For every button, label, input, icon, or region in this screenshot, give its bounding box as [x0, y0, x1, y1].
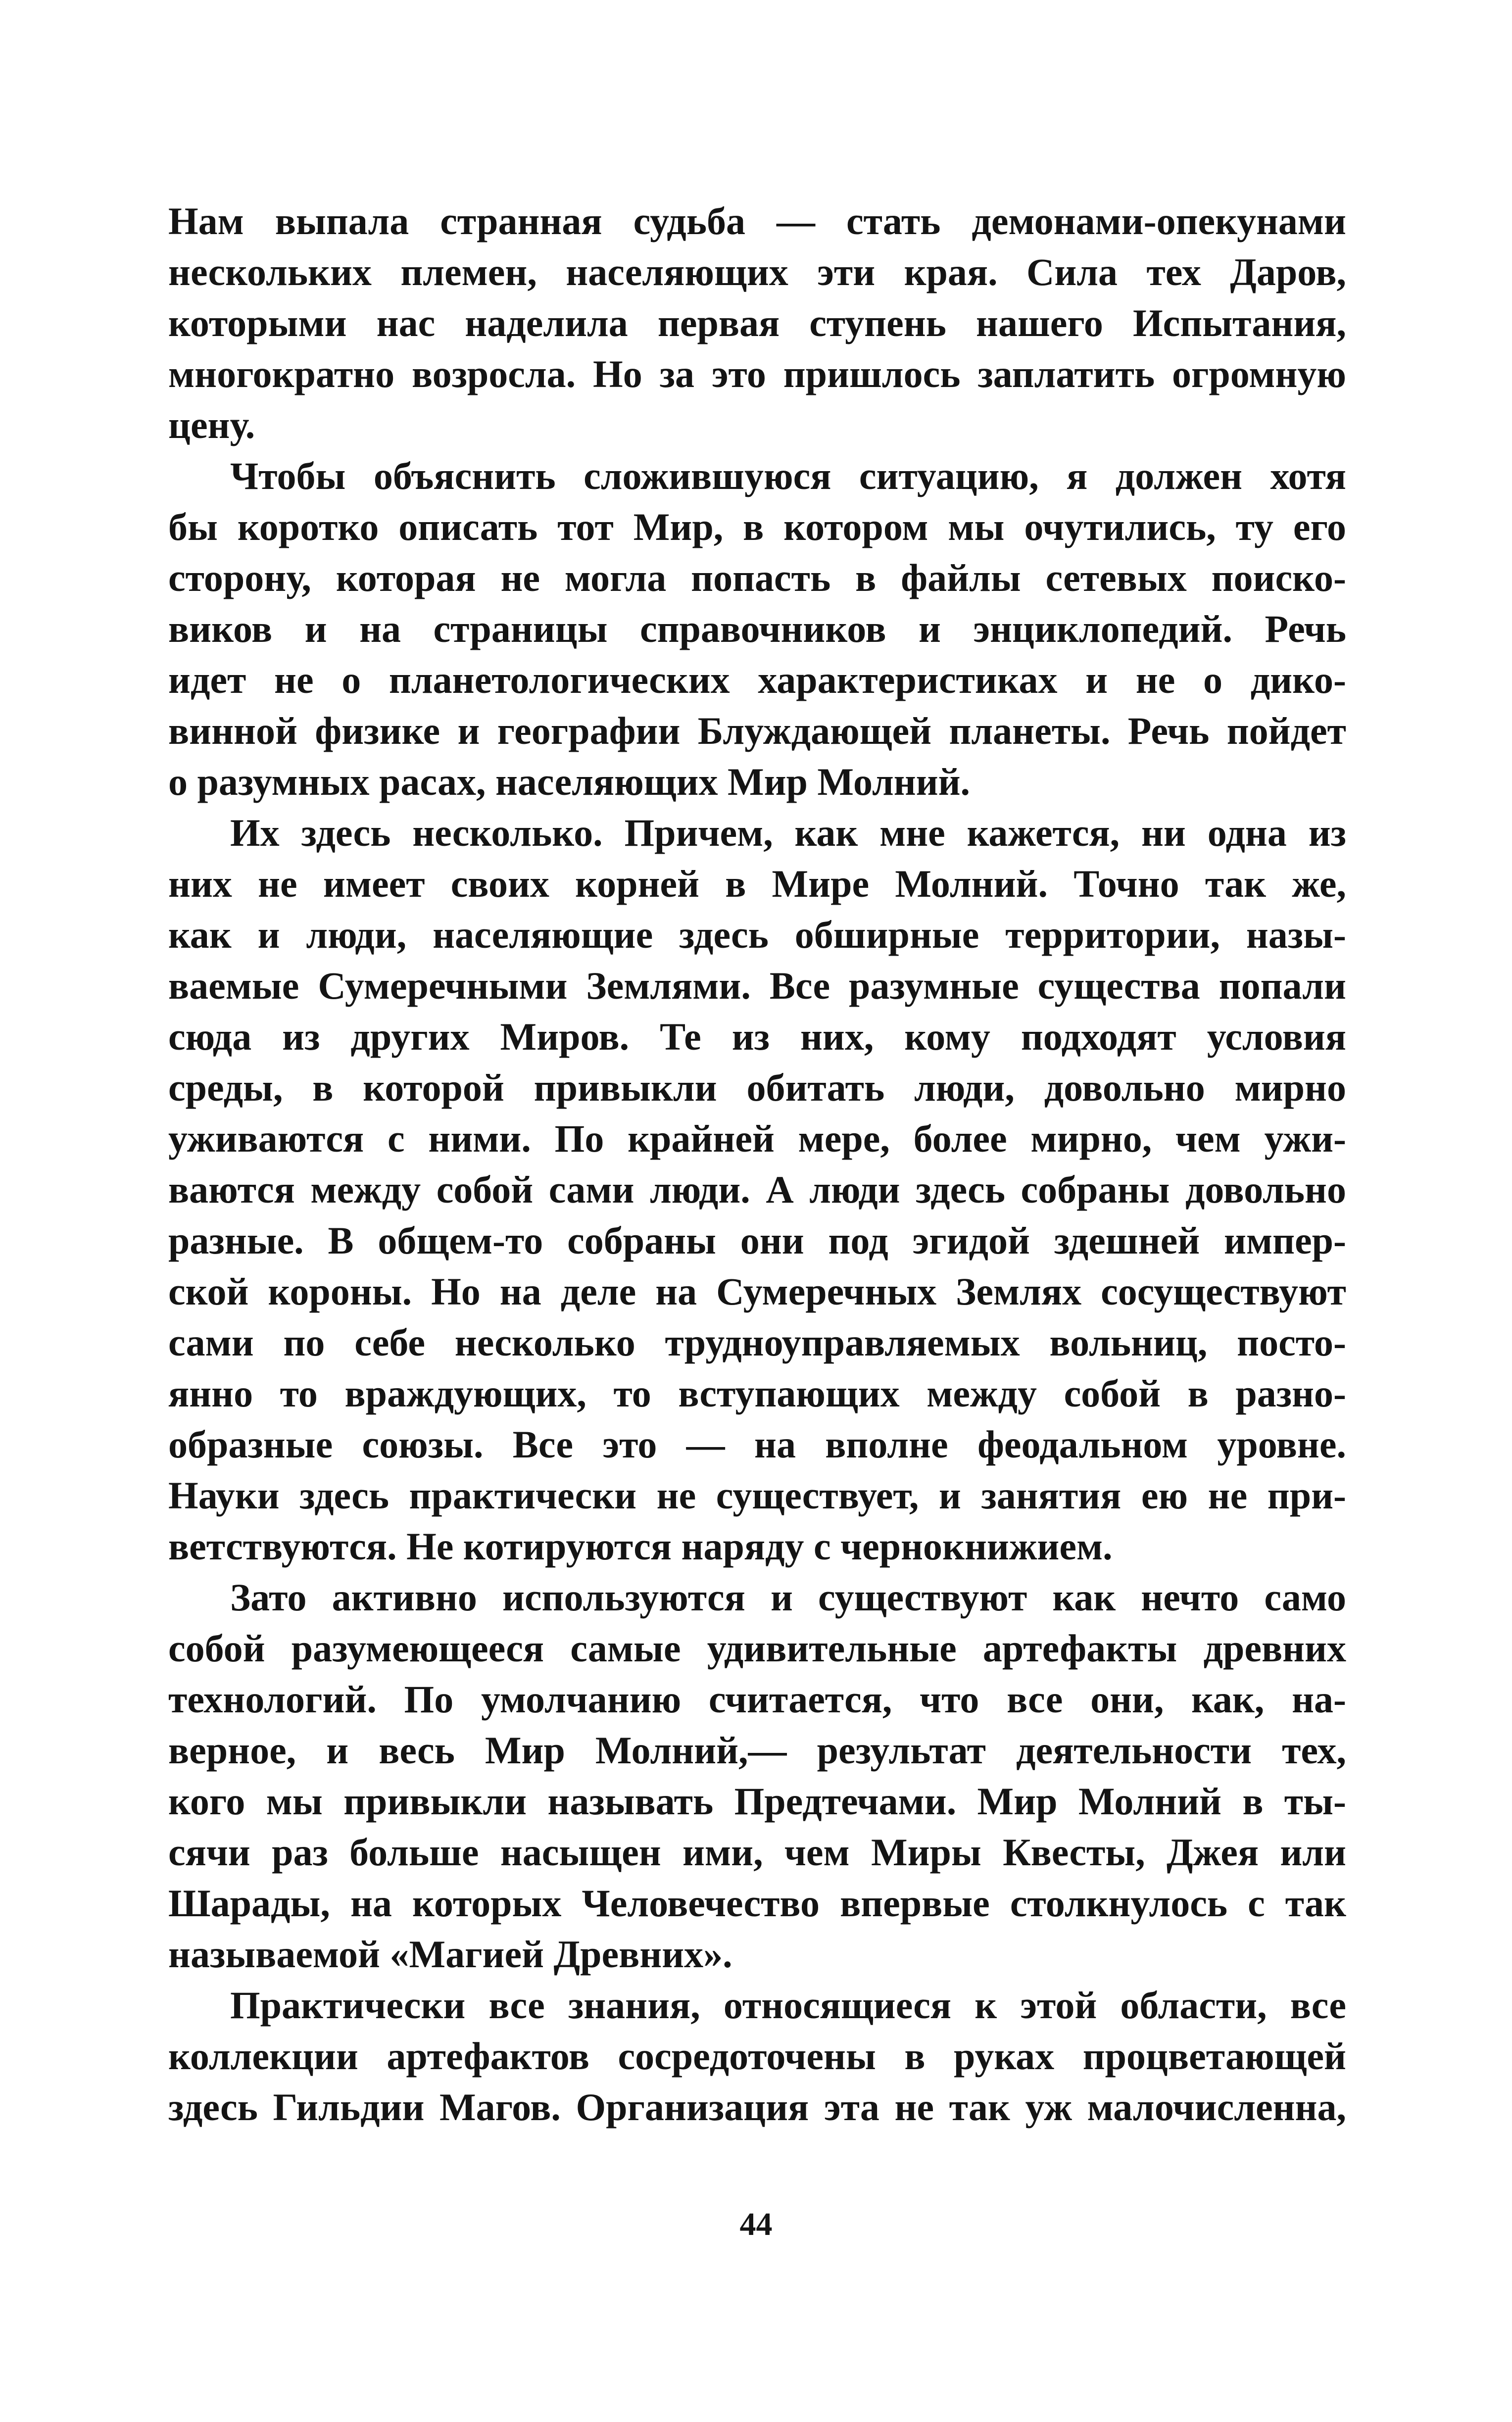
text-line: уживаются с ними. По крайней мере, более мирно, чем ужи-	[168, 1117, 1346, 1160]
text-line: верное, и весь Мир Молний,— результат деятельности тех,	[168, 1729, 1346, 1772]
text-line: сторону, которая не могла попасть в файлы сетевых поиско-	[168, 556, 1346, 599]
text-line: Шарады, на которых Человечество впервые столкнулось с так	[168, 1882, 1346, 1925]
text-line: разные. В общем-то собраны они под эгидой здешней импер-	[168, 1219, 1346, 1262]
text-line: ваемые Сумеречными Землями. Все разумные существа попали	[168, 964, 1346, 1007]
text-line: винной физике и географии Блуждающей планеты. Речь пойдет	[168, 709, 1346, 752]
text-line: Чтобы объяснить сложившуюся ситуацию, я должен хотя	[230, 454, 1346, 497]
text-line: цену.	[168, 403, 255, 446]
text-line: ской короны. Но на деле на Сумеречных Землях сосуществуют	[168, 1270, 1346, 1313]
text-line: Зато активно используются и существуют как нечто само	[230, 1576, 1346, 1619]
text-line: идет не о планетологических характеристиках и не о дико-	[168, 658, 1346, 701]
text-line: Практически все знания, относящиеся к этой области, все	[230, 1984, 1346, 2027]
text-line: нескольких племен, населяющих эти края. Сила тех Даров,	[168, 250, 1346, 293]
text-line: Их здесь несколько. Причем, как мне кажется, ни одна из	[230, 811, 1346, 854]
text-line: янно то враждующих, то вступающих между собой в разно-	[168, 1372, 1346, 1415]
text-line: сячи раз больше насыщен ими, чем Миры Квесты, Джея или	[168, 1831, 1346, 1874]
body-text	[168, 195, 1346, 2132]
text-line: среды, в которой привыкли обитать люди, довольно мирно	[168, 1066, 1346, 1109]
text-line: Науки здесь практически не существует, и занятия ею не при-	[168, 1474, 1346, 1517]
text-line: которыми нас наделила первая ступень нашего Испытания,	[168, 301, 1346, 344]
text-line: ветствуются. Не котируются наряду с чернокнижием.	[168, 1525, 1113, 1568]
text-line: кого мы привыкли называть Предтечами. Мир Молний в ты-	[168, 1780, 1346, 1823]
text-line: многократно возросла. Но за это пришлось заплатить огромную	[168, 352, 1346, 395]
text-line: называемой «Магией Древних».	[168, 1933, 732, 1976]
text-line: них не имеет своих корней в Мире Молний. Точно так же,	[168, 862, 1346, 905]
text-line: образные союзы. Все это — на вполне феодальном уровне.	[168, 1423, 1346, 1466]
text-line: сюда из других Миров. Те из них, кому подходят условия	[168, 1015, 1346, 1058]
text-line: бы коротко описать тот Мир, в котором мы очутились, ту его	[168, 505, 1346, 548]
text-line: о разумных расах, населяющих Мир Молний.	[168, 760, 971, 803]
text-line: как и люди, населяющие здесь обширные территории, назы-	[168, 913, 1346, 956]
text-line: ваются между собой сами люди. А люди здесь собраны довольно	[168, 1168, 1346, 1211]
text-line: собой разумеющееся самые удивительные артефакты древних	[168, 1627, 1346, 1670]
page-number: 44	[739, 2206, 773, 2242]
text-line: технологий. По умолчанию считается, что все они, как, на-	[168, 1678, 1346, 1721]
text-line: виков и на страницы справочников и энциклопедий. Речь	[168, 607, 1346, 650]
text-line: Нам выпала странная судьба — стать демонами-опекунами	[168, 199, 1346, 242]
text-line: сами по себе несколько трудноуправляемых вольниц, посто-	[168, 1321, 1346, 1364]
text-line: здесь Гильдии Магов. Организация эта не так уж малочисленна,	[168, 2085, 1346, 2129]
text-line: коллекции артефактов сосредоточены в руках процветающей	[168, 2034, 1346, 2078]
